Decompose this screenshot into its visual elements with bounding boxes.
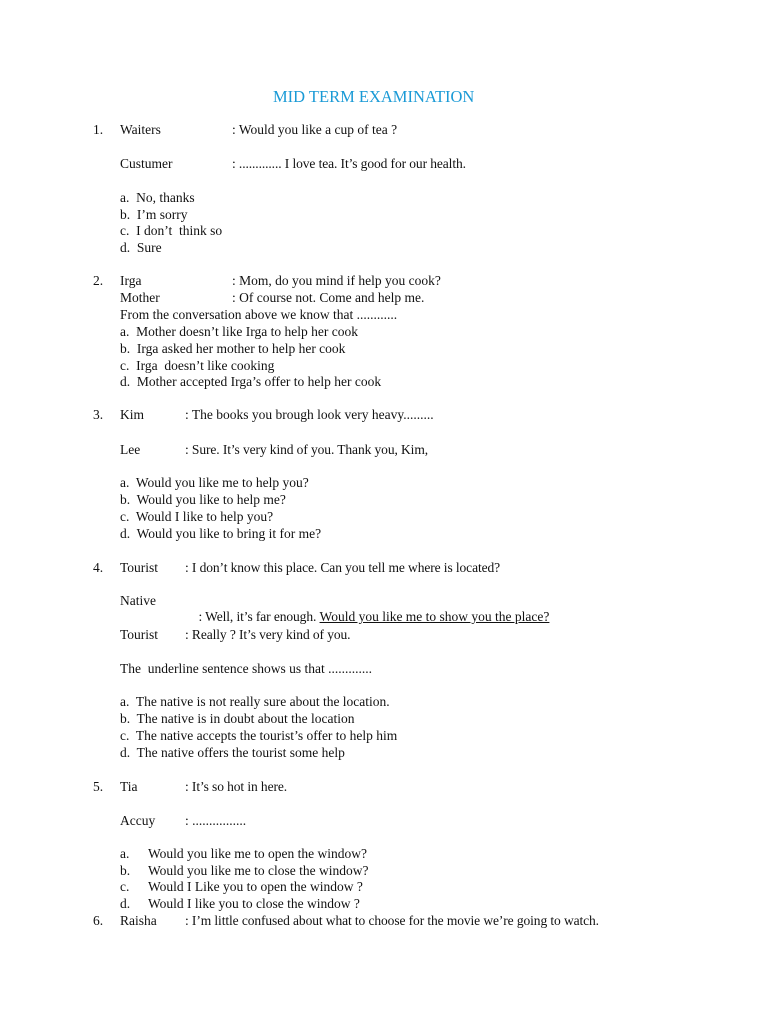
question-number: 4. [93, 560, 104, 575]
speaker-name: Tourist [120, 627, 159, 642]
dialogue-line: : Really ? It’s very kind of you. [185, 627, 351, 642]
option-c-letter: c. [120, 879, 130, 894]
dialogue-line: : It’s so hot in here. [185, 779, 288, 794]
question-number: 5. [93, 779, 104, 794]
dialogue-line: : ............. I love tea. It’s good for our health. [232, 156, 466, 171]
dialogue-line: : Mom, do you mind if help you cook? [232, 273, 441, 288]
speaker-name: Tourist [120, 560, 159, 575]
dialogue-line: : Sure. It’s very kind of you. Thank you, Kim, [185, 442, 429, 457]
speaker-name: Raisha [120, 913, 157, 928]
question-number: 6. [93, 913, 104, 928]
option-d: d. Mother accepted Irga’s offer to help her cook [120, 374, 382, 389]
question-prompt: The underline sentence shows us that ............. [120, 661, 372, 676]
underlined-sentence: Would you like me to show you the place? [319, 609, 550, 624]
dialogue-line: : Would you like a cup of tea ? [232, 122, 398, 137]
speaker-name: Tia [120, 779, 138, 794]
question-number: 3. [93, 407, 104, 422]
dialogue-line: : The books you brough look very heavy......... [185, 407, 434, 422]
dialogue-line: : ................ [185, 813, 247, 828]
option-d: d. Sure [120, 240, 162, 255]
option-b: Would you like me to close the window? [148, 863, 369, 878]
speaker-name: Native [120, 593, 156, 608]
option-b-letter: b. [120, 863, 131, 878]
option-d: d. Would you like to bring it for me? [120, 526, 322, 541]
question-number: 2. [93, 273, 104, 288]
option-a: a. The native is not really sure about the location. [120, 694, 390, 709]
option-c: c. Irga doesn’t like cooking [120, 358, 275, 373]
dialogue-line: : Of course not. Come and help me. [232, 290, 425, 305]
speaker-name: Mother [120, 290, 160, 305]
dialogue-line: : I’m little confused about what to choose for the movie we’re going to watch. [185, 913, 599, 928]
option-b: b. Would you like to help me? [120, 492, 286, 507]
option-d: Would I like you to close the window ? [148, 896, 360, 911]
option-b: b. I’m sorry [120, 207, 188, 222]
page-title: MID TERM EXAMINATION [273, 87, 475, 106]
option-b: b. The native is in doubt about the location [120, 711, 355, 726]
dialogue-line: : I don’t know this place. Can you tell me where is located? [185, 560, 501, 575]
question-prompt: From the conversation above we know that ............ [120, 307, 398, 322]
option-a: Would you like me to open the window? [148, 846, 367, 861]
speaker-name: Lee [120, 442, 141, 457]
option-c: Would I Like you to open the window ? [148, 879, 363, 894]
speaker-name: Custumer [120, 156, 173, 171]
option-a-letter: a. [120, 846, 130, 861]
speaker-name: Kim [120, 407, 145, 422]
option-d: d. The native offers the tourist some help [120, 745, 345, 760]
option-d-letter: d. [120, 896, 131, 911]
speaker-name: Irga [120, 273, 142, 288]
dialogue-text: : Well, it’s far enough. [198, 609, 320, 624]
option-c: c. Would I like to help you? [120, 509, 274, 524]
speaker-name: Accuy [120, 813, 156, 828]
option-a: a. Would you like me to help you? [120, 475, 309, 490]
option-b: b. Irga asked her mother to help her cook [120, 341, 346, 356]
option-c: c. I don’t think so [120, 223, 223, 238]
question-number: 1. [93, 122, 104, 137]
option-a: a. Mother doesn’t like Irga to help her cook [120, 324, 358, 339]
speaker-name: Waiters [120, 122, 161, 137]
option-a: a. No, thanks [120, 190, 195, 205]
option-c: c. The native accepts the tourist’s offer to help him [120, 728, 398, 743]
